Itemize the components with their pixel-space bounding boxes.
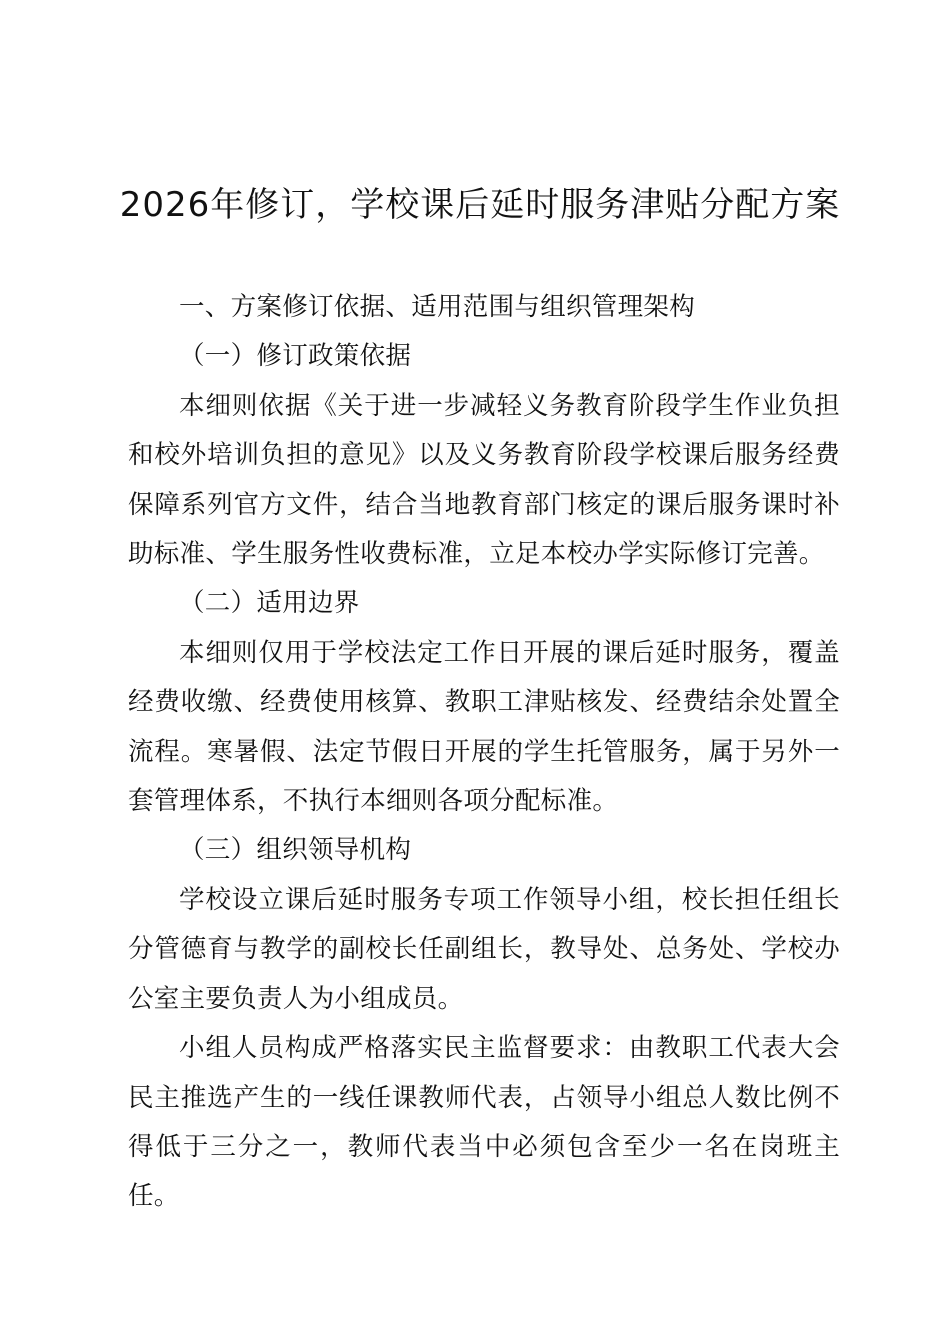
document-body [128, 283, 840, 1222]
section-heading-1: 一、方案修订依据、适用范围与组织管理架构 [179, 292, 696, 322]
subsection-heading-2: （二）适用边界 [179, 588, 360, 619]
paragraph-scope: 本细则仅用于学校法定工作日开展的课后延时服务，覆盖经费收缴、经费使用核算、教职工津贴核发、经费结余处置全流程。寒暑假、法定节假日开展的学生托管服务，属于另外一套管理体系，不执行本细则各项分配标准。 [128, 637, 840, 817]
subsection-heading-3: （三）组织领导机构 [179, 835, 412, 866]
paragraph-policy-basis: 本细则依据《关于进一步减轻义务教育阶段学生作业负担和校外培训负担的意见》以及义务教育阶段学校课后服务经费保障系列官方文件，结合当地教育部门核定的课后服务课时补助标准、学生服务性收费标准，立足本校办学实际修订完善。 [128, 390, 840, 570]
paragraph-leadership: 学校设立课后延时服务专项工作领导小组，校长担任组长分管德育与教学的副校长任副组长，教导处、总务处、学校办公室主要负责人为小组成员。 [128, 884, 840, 1014]
paragraph-supervision: 小组人员构成严格落实民主监督要求：由教职工代表大会民主推选产生的一线任课教师代表，占领导小组总人数比例不得低于三分之一，教师代表当中必须包含至少一名在岗班主任。 [128, 1033, 840, 1212]
subsection-heading-1: （一）修订政策依据 [179, 341, 412, 372]
document-title: 2026年修订，学校课后延时服务津贴分配方案 [119, 185, 841, 225]
